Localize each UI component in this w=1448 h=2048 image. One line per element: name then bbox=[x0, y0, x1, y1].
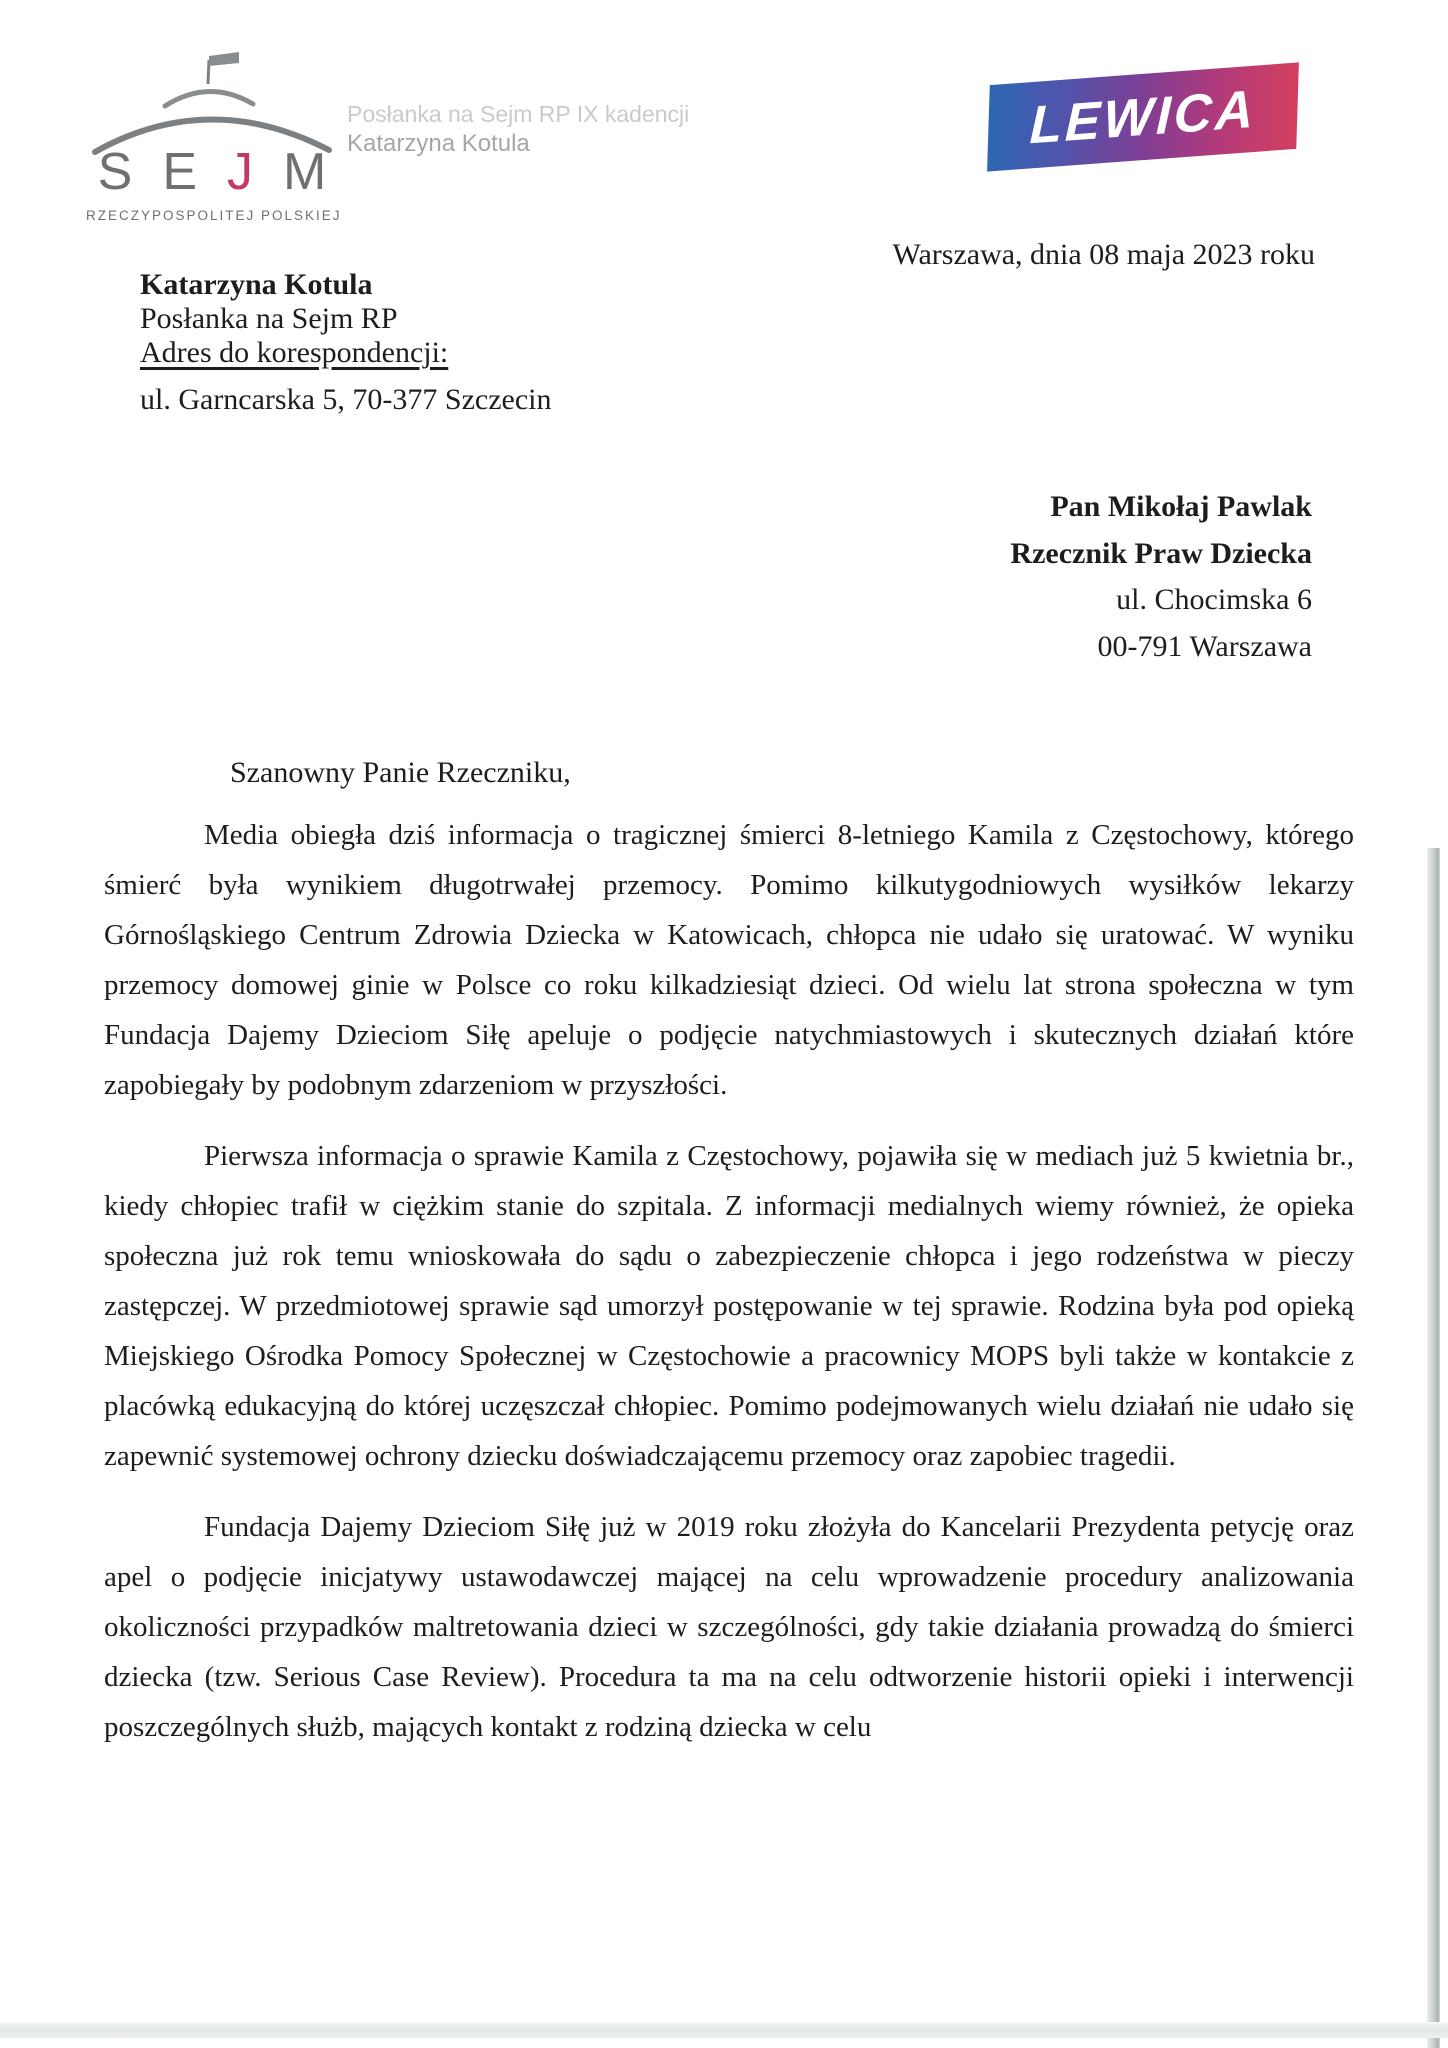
paragraph: Pierwsza informacja o sprawie Kamila z Częstochowy, pojawiła się w mediach już 5 kwietnia br., kiedy chłopiec trafił w ciężkim stanie do szpitala. Z informacji medialnych wiemy również, że opieka społeczna już rok temu wnioskowała do sądu o zabezpieczenie chłopca i jego rodzeństwa w pieczy zastępczej. W przedmiotowej sprawie sąd umorzył postępowanie w tej sprawie. Rodzina była pod opieką Miejskiego Ośrodka Pomocy Społecznej w Częstochowie a pracownicy MOPS byli także w kontakcie z placówką edukacyjną do której uczęszczał chłopiec. Pomimo podejmowanych wielu działań nie udało się zapewnić systemowej ochrony dziecku doświadczającemu przemocy oraz zapobiec tragedii. bbox=[104, 1140, 1354, 1472]
scan-edge-right bbox=[1427, 848, 1440, 2048]
sejm-letter: E bbox=[162, 143, 198, 201]
sender-block bbox=[140, 268, 552, 417]
sejm-letter: M bbox=[283, 143, 327, 201]
scan-edge-bottom bbox=[0, 2022, 1448, 2038]
sender-address-label: Adres do korespondencji: bbox=[140, 336, 449, 369]
header-watermark bbox=[347, 100, 689, 158]
watermark-role: Posłanka na Sejm RP IX kadencji bbox=[347, 101, 690, 127]
recipient-name: Pan Mikołaj Pawlak bbox=[1050, 490, 1312, 523]
lewica-logo bbox=[987, 62, 1299, 171]
sejm-logo-letters bbox=[86, 143, 338, 201]
paragraph: Media obiegła dziś informacja o tragicznej śmierci 8-letniego Kamila z Częstochowy, którego śmierć była wynikiem długotrwałej przemocy. Pomimo kilkutygodniowych wysiłków lekarzy Górnośląskiego Centrum Zdrowia Dziecka w Katowicach, chłopca nie udało się uratować. W wyniku przemocy domowej ginie w Polsce co roku kilkadziesiąt dzieci. Od wielu lat strona społeczna w tym Fundacja Dajemy Dzieciom Siłę apeluje o podjęcie natychmiastowych i skutecznych działań które zapobiegały by podobnym zdarzeniom w przyszłości. bbox=[104, 819, 1354, 1101]
paragraph: Fundacja Dajemy Dzieciom Siłę już w 2019 roku złożyła do Kancelarii Prezydenta petycję oraz apel o podjęcie inicjatywy ustawodawczej mającej na celu wprowadzenie procedury analizowania okoliczności przypadków maltretowania dzieci w szczególności, gdy takie działania prowadzą do śmierci dziecka (tzw. Serious Case Review). Procedura ta ma na celu odtworzenie historii opieki i interwencji poszczególnych służb, mających kontakt z rodziną dziecka w celu bbox=[104, 1511, 1354, 1743]
recipient-title: Rzecznik Praw Dziecka bbox=[1010, 536, 1312, 570]
sender-address: ul. Garncarska 5, 70-377 Szczecin bbox=[140, 383, 552, 416]
letter-body bbox=[104, 810, 1354, 1773]
sejm-letter-red: J bbox=[227, 143, 254, 201]
sender-name: Katarzyna Kotula bbox=[140, 268, 373, 301]
recipient-block bbox=[1010, 484, 1312, 670]
sejm-logo bbox=[86, 50, 342, 223]
watermark-name: Katarzyna Kotula bbox=[347, 130, 530, 157]
salutation: Szanowny Panie Rzeczniku, bbox=[230, 756, 571, 789]
lewica-logo-text: LEWICA bbox=[1028, 79, 1258, 155]
recipient-address-line2: 00-791 Warszawa bbox=[1097, 629, 1312, 663]
recipient-address-line1: ul. Chocimska 6 bbox=[1116, 583, 1312, 616]
date-line: Warszawa, dnia 08 maja 2023 roku bbox=[892, 238, 1315, 271]
sender-title: Posłanka na Sejm RP bbox=[140, 302, 398, 335]
sejm-logo-subtitle: RZECZYPOSPOLITEJ POLSKIEJ bbox=[86, 208, 342, 223]
sejm-letter: S bbox=[97, 143, 133, 201]
